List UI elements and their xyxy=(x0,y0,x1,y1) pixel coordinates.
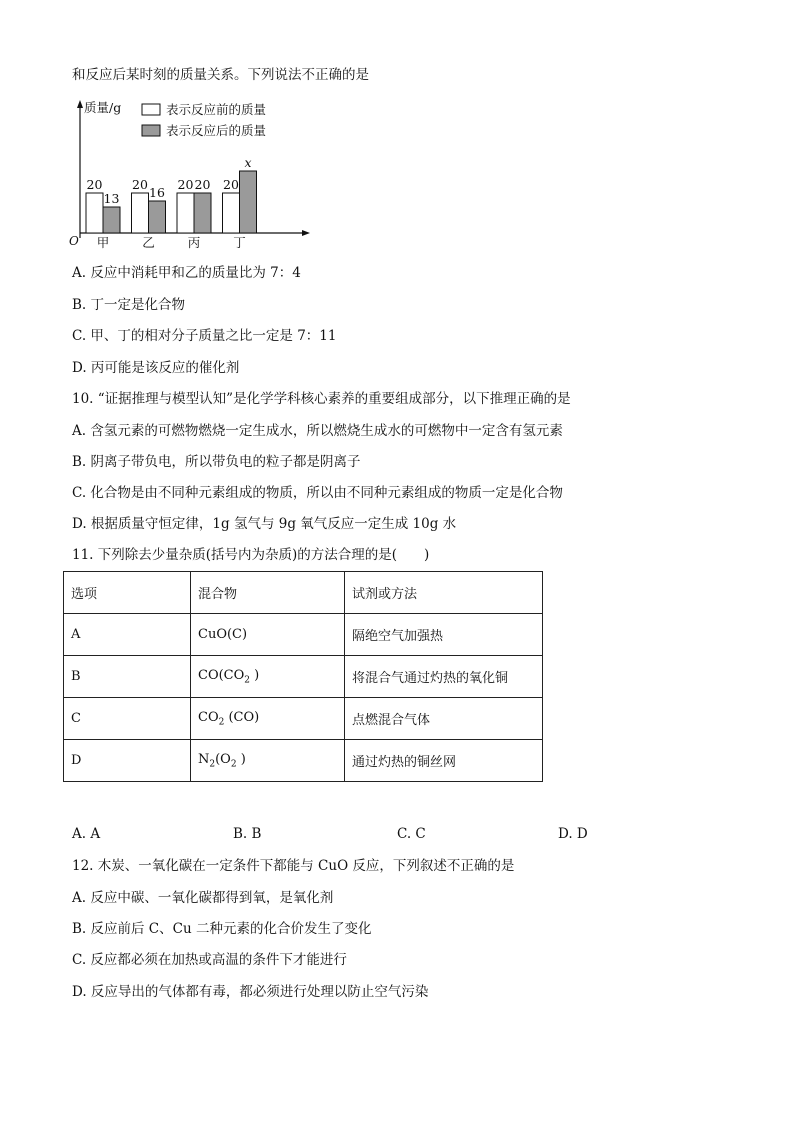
bar-after-1 xyxy=(103,207,120,233)
q9-option-c: C. 甲、丁的相对分子质量之比一定是 7：11 xyxy=(72,328,337,344)
cell-option: B xyxy=(64,656,191,698)
q10-stem: 10. “证据推理与模型认知”是化学学科核心素养的重要组成部分，以下推理正确的是 xyxy=(72,391,571,407)
formula-text: CO xyxy=(198,709,219,725)
header-method: 试剂或方法 xyxy=(345,572,543,614)
q12-option-d: D. 反应导出的气体都有毒，都必须进行处理以防止空气污染 xyxy=(72,984,429,1000)
cell-mixture xyxy=(191,740,345,782)
q12-option-b: B. 反应前后 C、Cu 二种元素的化合价发生了变化 xyxy=(72,921,372,937)
legend xyxy=(142,102,266,138)
q10-option-d: D. 根据质量守恒定律，1g 氢气与 9g 氧气反应一定生成 10g 水 xyxy=(72,516,457,532)
cell-mixture xyxy=(191,656,345,698)
bar-before-3 xyxy=(177,193,194,233)
q11-table xyxy=(63,571,543,782)
bar-value-label: 20 xyxy=(132,177,148,192)
cell-method: 通过灼热的铜丝网 xyxy=(345,740,543,782)
q9-option-d: D. 丙可能是该反应的催化剂 xyxy=(72,360,240,376)
q11-answer-b: B. B xyxy=(233,826,262,842)
legend-after-label: 表示反应后的质量 xyxy=(166,123,267,138)
formula-text: ) xyxy=(250,667,260,683)
table-row xyxy=(64,656,543,698)
bar-value-label: 20 xyxy=(86,177,103,192)
bar-value-label: 20 xyxy=(194,177,211,192)
cell-method: 将混合气通过灼热的氧化铜 xyxy=(345,656,543,698)
formula-text: (O xyxy=(215,751,231,767)
q10-option-c: C. 化合物是由不同种元素组成的物质，所以由不同种元素组成的物质一定是化合物 xyxy=(72,485,563,501)
bar-value-label: 20 xyxy=(177,177,194,192)
q11-stem: 11. 下列除去少量杂质(括号内为杂质)的方法合理的是( ) xyxy=(72,547,430,563)
cell-option: D xyxy=(64,740,191,782)
table-row xyxy=(64,698,543,740)
q10-option-b: B. 阴离子带负电，所以带负电的粒子都是阴离子 xyxy=(72,454,361,470)
mass-bar-chart xyxy=(68,98,318,250)
q12-option-c: C. 反应都必须在加热或高温的条件下才能进行 xyxy=(72,952,347,968)
bar-after-3 xyxy=(194,193,211,233)
formula-subscript: 2 xyxy=(209,759,216,770)
formula-text: N xyxy=(198,751,210,767)
y-axis-label: 质量/g xyxy=(84,100,122,115)
cell-method: 点燃混合气体 xyxy=(345,698,543,740)
bar-after-4 xyxy=(240,171,257,233)
q10-option-a: A. 含氢元素的可燃物燃烧一定生成水，所以燃烧生成水的可燃物中一定含有氢元素 xyxy=(72,423,563,439)
table-row xyxy=(64,614,543,656)
category-label: 乙 xyxy=(142,235,155,250)
cell-option: C xyxy=(64,698,191,740)
bar-value-label: 16 xyxy=(149,185,165,200)
q11-answer-c: C. C xyxy=(397,826,426,842)
header-mixture: 混合物 xyxy=(191,572,345,614)
formula-subscript: 2 xyxy=(244,675,251,686)
formula-text: ) xyxy=(236,751,246,767)
header-option: 选项 xyxy=(64,572,191,614)
bar-value-label: x xyxy=(244,155,252,170)
bar-value-label: 13 xyxy=(103,191,120,206)
bar-before-2 xyxy=(132,193,149,233)
cell-option: A xyxy=(64,614,191,656)
question-9-intro: 和反应后某时刻的质量关系。下列说法不正确的是 xyxy=(72,67,369,83)
bar-after-2 xyxy=(149,201,166,233)
bar-value-label: 20 xyxy=(223,177,239,192)
table-header-row xyxy=(64,572,543,614)
formula-text: (CO) xyxy=(224,709,260,725)
legend-after-swatch xyxy=(142,125,160,136)
legend-before-swatch xyxy=(142,104,160,115)
table-row xyxy=(64,740,543,782)
origin-label: O xyxy=(69,234,79,248)
cell-method: 隔绝空气加强热 xyxy=(345,614,543,656)
cell-mixture: CuO(C) xyxy=(191,614,345,656)
category-label: 丙 xyxy=(187,235,201,250)
category-label: 甲 xyxy=(96,235,110,250)
formula-subscript: 2 xyxy=(230,759,237,770)
q11-answer-d: D. D xyxy=(558,826,588,842)
q12-stem: 12. 木炭、一氧化碳在一定条件下都能与 CuO 反应，下列叙述不正确的是 xyxy=(72,858,515,874)
q11-answer-a: A. A xyxy=(72,826,101,842)
formula-text: CO(CO xyxy=(198,667,245,683)
formula-subscript: 2 xyxy=(218,717,225,728)
legend-before-label: 表示反应前的质量 xyxy=(166,102,267,117)
bar-before-4 xyxy=(223,193,240,233)
q9-option-b: B. 丁一定是化合物 xyxy=(72,297,186,313)
y-axis xyxy=(77,100,83,238)
q12-option-a: A. 反应中碳、一氧化碳都得到氧，是氧化剂 xyxy=(72,890,334,906)
cell-mixture xyxy=(191,698,345,740)
category-label: 丁 xyxy=(233,235,246,250)
bars-group xyxy=(86,155,257,250)
q9-option-a: A. 反应中消耗甲和乙的质量比为 7：4 xyxy=(72,265,301,281)
bar-before-1 xyxy=(86,193,103,233)
